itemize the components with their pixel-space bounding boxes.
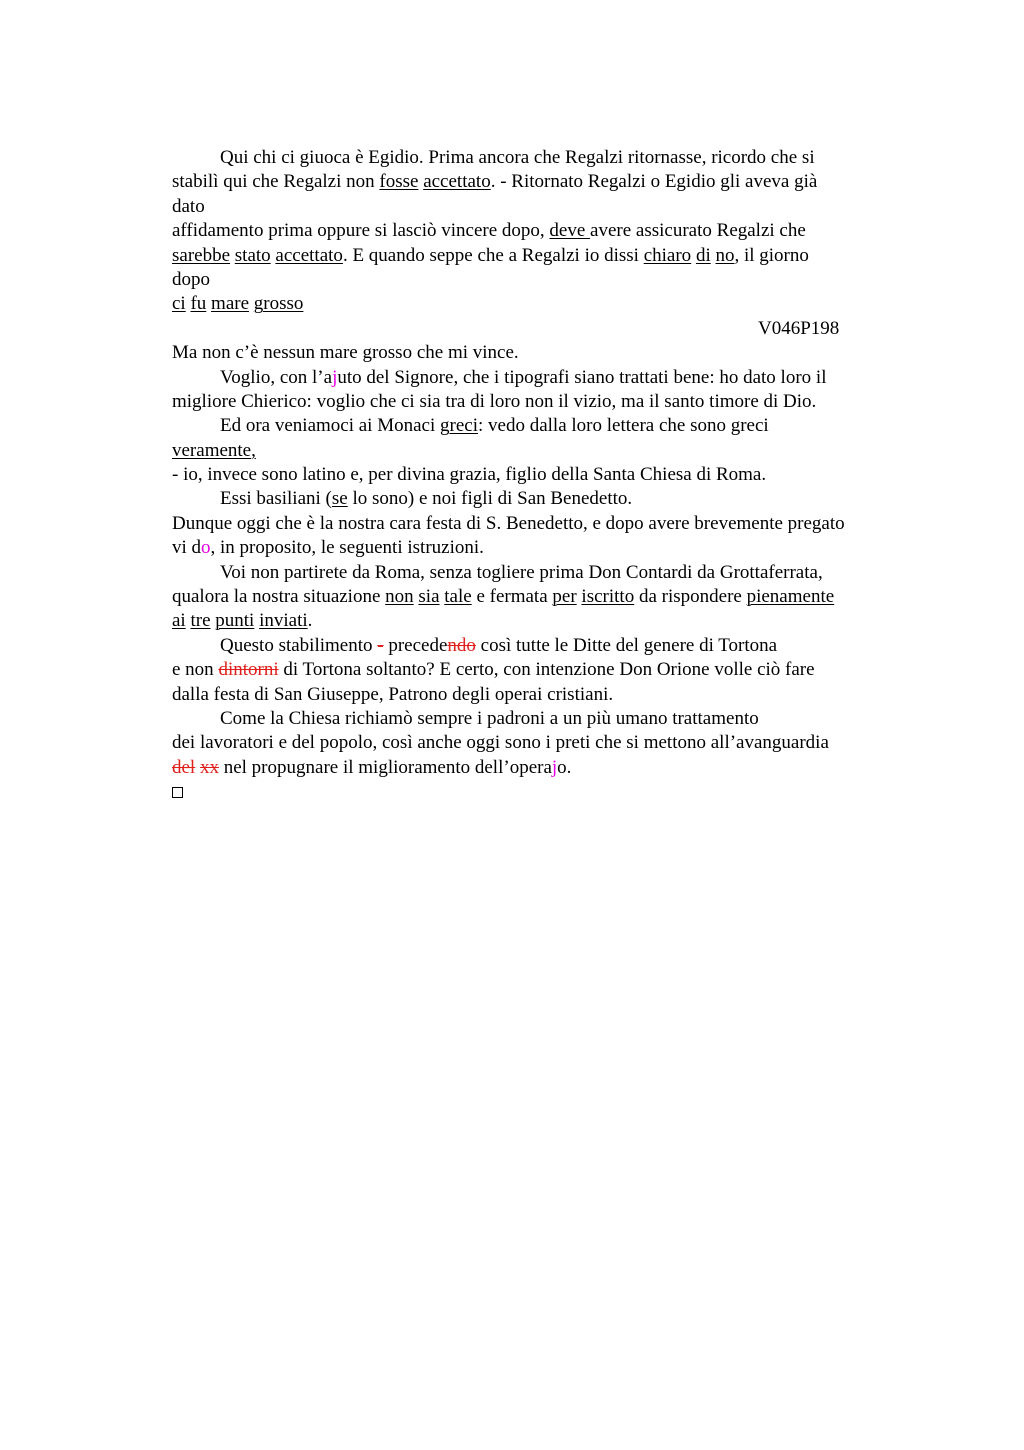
inserted-letter: o [201,537,211,559]
text-run: dalla festa di San Giuseppe, Patrono degli operai cristiani. [172,683,614,705]
underlined-word: deve [549,220,591,242]
paragraph-line [172,756,912,780]
text-run: uto del Signore, che i tipografi siano trattati bene: ho dato loro il [337,366,827,388]
underlined-word: sarebbe [172,244,231,266]
underlined-word: no [715,244,735,266]
paragraph-line [172,487,912,511]
paragraph-line [172,146,912,170]
text-run: avere assicurato Regalzi che [590,220,806,242]
underlined-word: veramente [172,439,252,461]
underlined-word: greci [440,415,478,437]
text-run: . [307,610,313,632]
underlined-word: ci [172,293,186,315]
inserted-letter: j [551,756,558,778]
underlined-word: inviati [259,610,308,632]
text-run: dato [172,195,205,217]
paragraph-line [172,268,912,292]
text-run: migliore Chierico: voglio che ci sia tra di loro non il vizio, ma il santo timore di Dio. [172,390,817,412]
underlined-word: , [251,439,256,461]
underlined-word: iscritto [581,586,635,608]
underlined-word: fosse [379,171,419,193]
text-run: Come la Chiesa richiamò sempre i padroni a un più umano trattamento [220,707,759,729]
text-run: Essi basiliani ( [220,488,332,510]
underlined-word: grosso [253,293,304,315]
text-run: : vedo dalla loro lettera che sono greci [478,415,769,437]
text-run: da rispondere [634,586,747,608]
text-run: Ed ora veniamoci ai Monaci [220,415,441,437]
text-run: o. [557,756,572,778]
document-body [172,146,912,805]
underlined-word: tale [444,586,472,608]
text-run: . E quando seppe che a Regalzi io dissi [342,244,644,266]
underlined-word: fu [190,293,207,315]
text-run: vi d [172,537,202,559]
page-reference-code: V046P198 [758,317,840,339]
text-run: . - Ritornato Regalzi o Egidio gli aveva già [490,171,818,193]
text-run: così tutte le Ditte del genere di Tortona [475,634,778,656]
paragraph-line [172,634,912,658]
deleted-text: ndo [447,634,476,656]
underlined-word: pienamente [746,586,835,608]
deleted-text: xx [199,756,219,778]
deleted-text: dintorni [218,659,279,681]
text-run: qualora la nostra situazione [172,586,386,608]
text-run: dopo [172,268,210,290]
underlined-word: non [385,586,414,608]
paragraph-line [172,292,912,316]
text-run: di Tortona soltanto? E certo, con intenzione Don Orione volle ciò fare [278,659,815,681]
paragraph-line [172,683,912,707]
underlined-word: per [552,586,577,608]
underlined-word: mare [211,293,250,315]
text-run: precede [383,634,448,656]
text-run: Dunque oggi che è la nostra cara festa di S. Benedetto, e dopo avere brevemente pregato [172,512,845,534]
underlined-word: sia [418,586,440,608]
text-run: Questo stabilimento [220,634,378,656]
paragraph-line [172,244,912,268]
underlined-word: stato [234,244,271,266]
underlined-word: chiaro [643,244,692,266]
text-run: nel propugnare il miglioramento dell’opera [218,756,552,778]
text-run: e fermata [471,586,553,608]
deleted-text: del [172,756,196,778]
paragraph-line [172,414,912,438]
text-run: , in proposito, le seguenti istruzioni. [210,537,484,559]
inserted-letter: j [332,366,338,388]
end-marker [172,780,912,804]
text-run: Voi non partirete da Roma, senza togliere prima Don Contardi da Grottaferrata, [220,561,823,583]
paragraph-line [172,170,912,194]
paragraph-line [172,463,912,487]
text-run: stabilì qui che Regalzi non [172,171,380,193]
underlined-word: se [331,488,348,510]
paragraph-line [172,585,912,609]
paragraph-line [172,439,912,463]
underlined-word: tre [190,610,211,632]
text-run: Ma non c’è nessun mare grosso che mi vince. [172,342,519,364]
text-run: Qui chi ci giuoca è Egidio. Prima ancora che Regalzi ritornasse, ricordo che si [220,147,815,168]
text-run: Voglio, con l’a [220,366,333,388]
text-run: , il giorno [734,244,809,266]
underlined-word: di [695,244,711,266]
text-run: - io, invece sono latino e, per divina grazia, figlio della Santa Chiesa di Roma. [172,464,767,486]
paragraph-line [172,658,912,682]
paragraph-line [172,536,912,560]
paragraph-line [172,195,912,219]
text-run: dei lavoratori e del popolo, così anche oggi sono i preti che si mettono all’avanguardia [172,732,829,754]
text-run: lo sono) e noi figli di San Benedetto. [347,488,633,510]
underlined-word: accettato [275,244,343,266]
paragraph-line [172,219,912,243]
underlined-word: ai [172,610,186,632]
text-run: e non [172,659,219,681]
deleted-text: - [377,634,384,656]
paragraph-line [172,512,912,536]
underlined-word: punti [215,610,255,632]
underlined-word: accettato [423,171,491,193]
paragraph-line [172,731,912,755]
paragraph-line [172,390,912,414]
paragraph-line [172,609,912,633]
paragraph-line [172,561,912,585]
paragraph-line [172,341,912,365]
end-square-icon [172,787,183,798]
paragraph-line [172,366,912,390]
page-reference [172,317,912,341]
paragraph-line [172,707,912,731]
text-run: affidamento prima oppure si lasciò vincere dopo, [172,220,550,242]
